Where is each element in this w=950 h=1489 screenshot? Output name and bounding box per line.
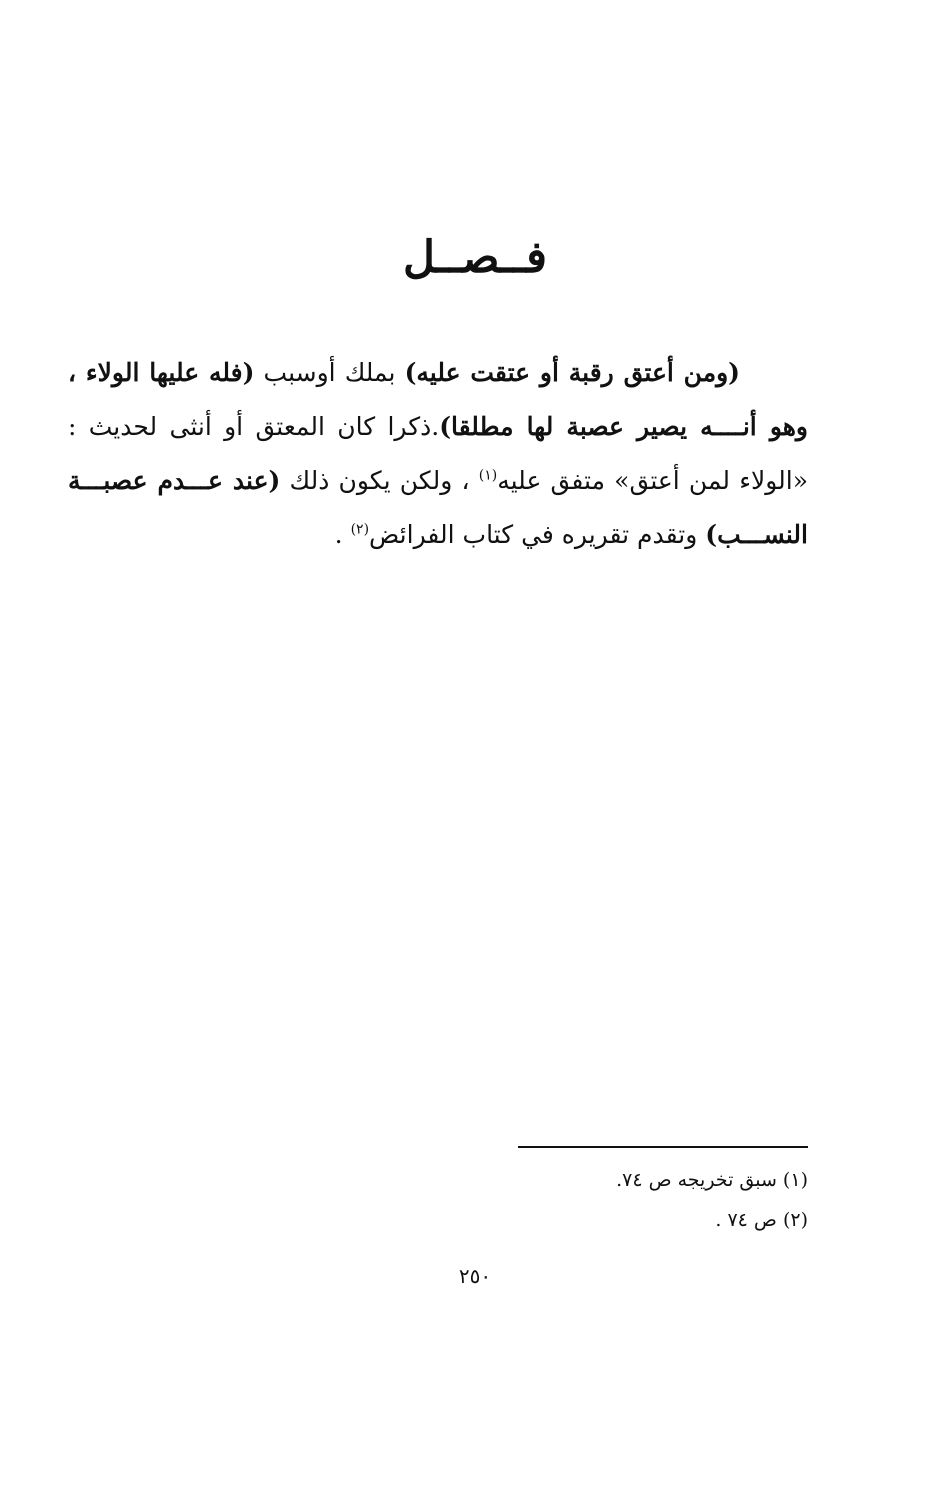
sharh-segment-4: وتقدم تقريره في كتاب الفرائض — [369, 520, 706, 549]
sharh-segment-3: ، ولكن يكون ذلك — [280, 466, 479, 495]
footnote-ref-1: (١) — [478, 467, 498, 484]
footnote-divider — [518, 1146, 808, 1148]
matn-segment-2: (فله عليها الولاء ، وهو أنــــه يصير عصبة لها مطلقا) — [68, 358, 808, 441]
page-number: ٢٥٠ — [458, 1264, 492, 1288]
footnote-ref-2: (٢) — [350, 521, 370, 538]
sharh-segment-5: . — [334, 520, 351, 549]
matn-segment-3: (عند عـــدم عصبـــة النســـب) — [68, 466, 808, 549]
main-paragraph — [68, 346, 808, 562]
footnote-2: (٢) ص ٧٤ . — [715, 1209, 808, 1231]
sharh-segment-2: .ذكرا كان المعتق أو أنثى لحديث : «الولاء لمن أعتق» متفق عليه — [68, 412, 808, 495]
section-heading: فــصــل — [402, 232, 548, 283]
sharh-segment-1: بملك أوسبب — [254, 358, 405, 387]
matn-segment-1: (ومن أعتق رقبة أو عتقت عليه) — [404, 358, 741, 387]
footnotes — [400, 1160, 808, 1240]
footnote-1: (١) سبق تخريجه ص ٧٤. — [616, 1169, 808, 1191]
